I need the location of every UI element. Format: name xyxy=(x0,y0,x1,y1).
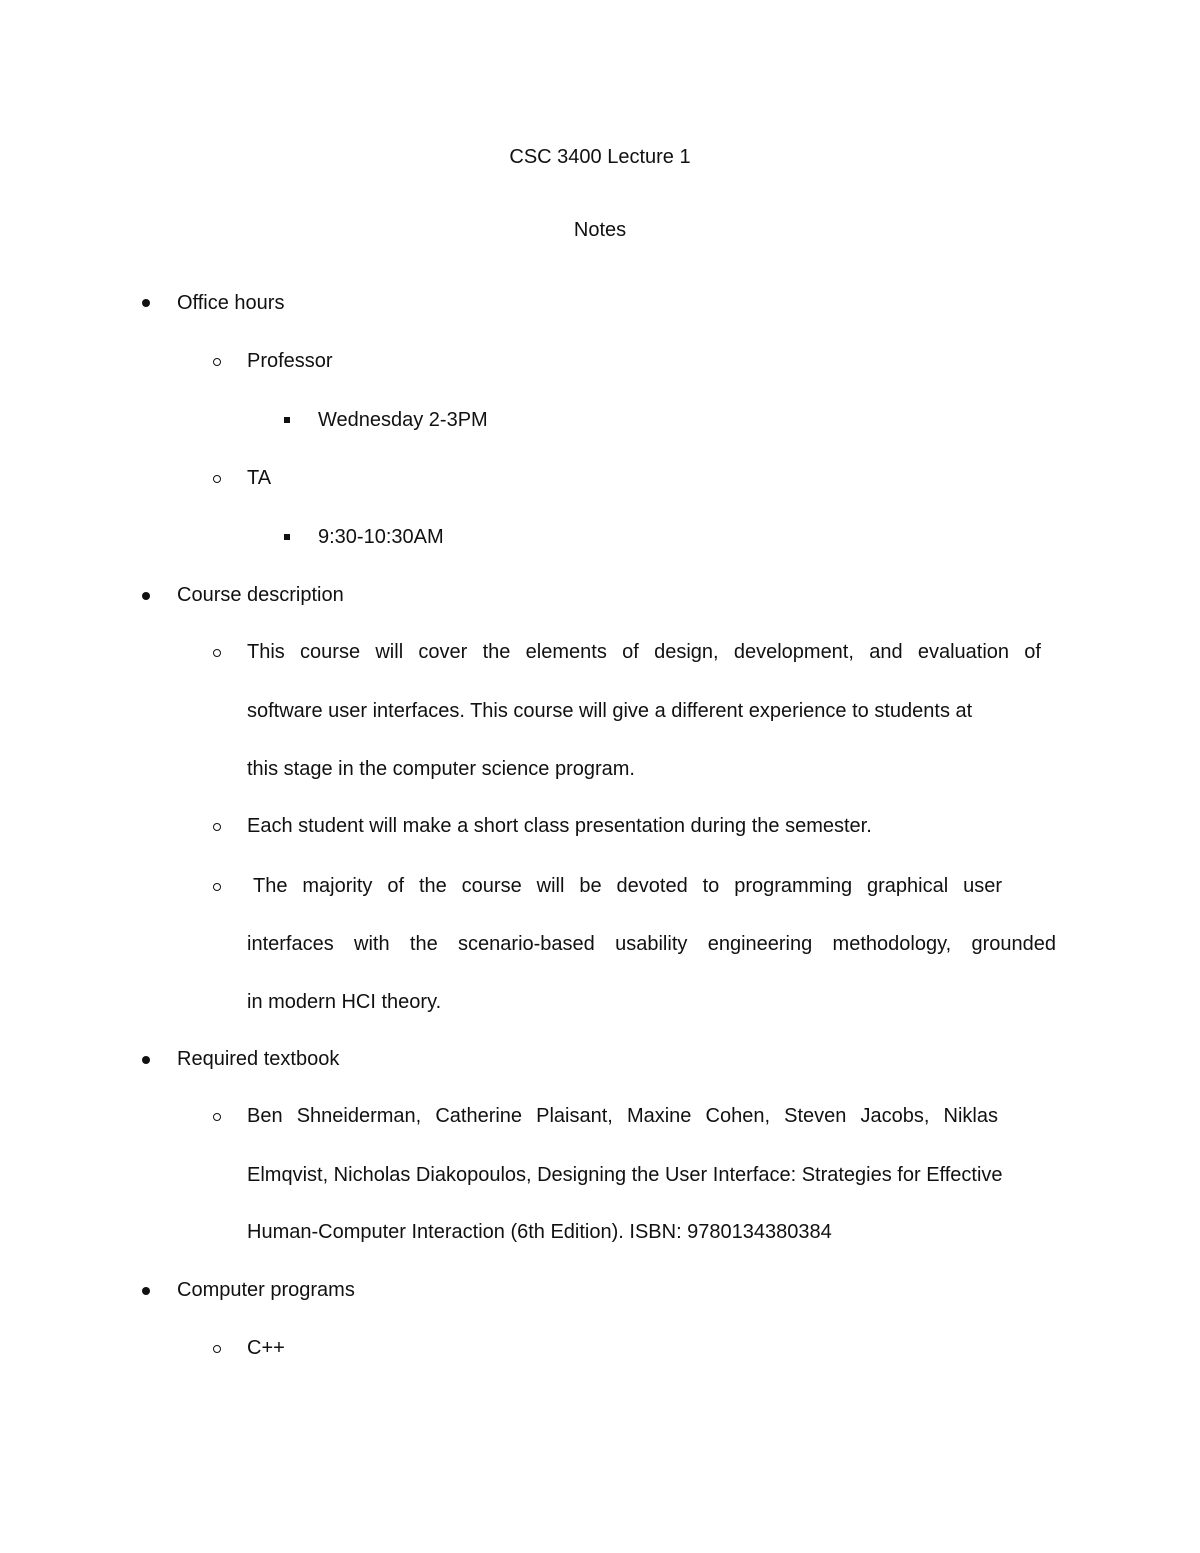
course-description-line: software user interfaces. This course will give a different experience to students at xyxy=(247,700,973,722)
computer-program-item: C++ xyxy=(247,1337,285,1359)
course-description-line: The majority of the course will be devoted to programming graphical user xyxy=(253,875,1002,897)
bullet-circle-icon xyxy=(213,823,221,831)
bullet-square-icon xyxy=(284,534,290,540)
course-description-line: interfaces with the scenario-based usability engineering methodology, grounded xyxy=(247,933,1056,955)
bullet-circle-icon xyxy=(213,883,221,891)
course-description-line: this stage in the computer science program. xyxy=(247,758,635,780)
course-description-line: in modern HCI theory. xyxy=(247,991,442,1013)
textbook-heading: Required textbook xyxy=(177,1048,340,1070)
course-description-heading: Course description xyxy=(177,584,344,606)
document-subtitle: Notes xyxy=(573,219,627,241)
textbook-line: Ben Shneiderman, Catherine Plaisant, Maxine Cohen, Steven Jacobs, Niklas xyxy=(247,1105,998,1127)
course-description-line: This course will cover the elements of design, development, and evaluation of xyxy=(247,641,1041,663)
ta-label: TA xyxy=(247,467,272,489)
bullet-square-icon xyxy=(284,417,290,423)
bullet-disc-icon xyxy=(142,1287,150,1295)
bullet-disc-icon xyxy=(142,1056,150,1064)
bullet-circle-icon xyxy=(213,358,221,366)
textbook-line: Human-Computer Interaction (6th Edition). ISBN: 9780134380384 xyxy=(247,1221,832,1243)
document-title: CSC 3400 Lecture 1 xyxy=(509,146,691,168)
computer-programs-heading: Computer programs xyxy=(177,1279,355,1301)
professor-hours: Wednesday 2-3PM xyxy=(318,409,488,431)
bullet-disc-icon xyxy=(142,299,150,307)
bullet-disc-icon xyxy=(142,592,150,600)
ta-hours: 9:30-10:30AM xyxy=(318,526,444,548)
textbook-line: Elmqvist, Nicholas Diakopoulos, Designing the User Interface: Strategies for Effective xyxy=(247,1164,1003,1186)
course-description-line: Each student will make a short class presentation during the semester. xyxy=(247,815,872,837)
professor-label: Professor xyxy=(247,350,333,372)
bullet-circle-icon xyxy=(213,1345,221,1353)
bullet-circle-icon xyxy=(213,649,221,657)
bullet-circle-icon xyxy=(213,1113,221,1121)
office-hours-heading: Office hours xyxy=(177,292,285,314)
bullet-circle-icon xyxy=(213,475,221,483)
